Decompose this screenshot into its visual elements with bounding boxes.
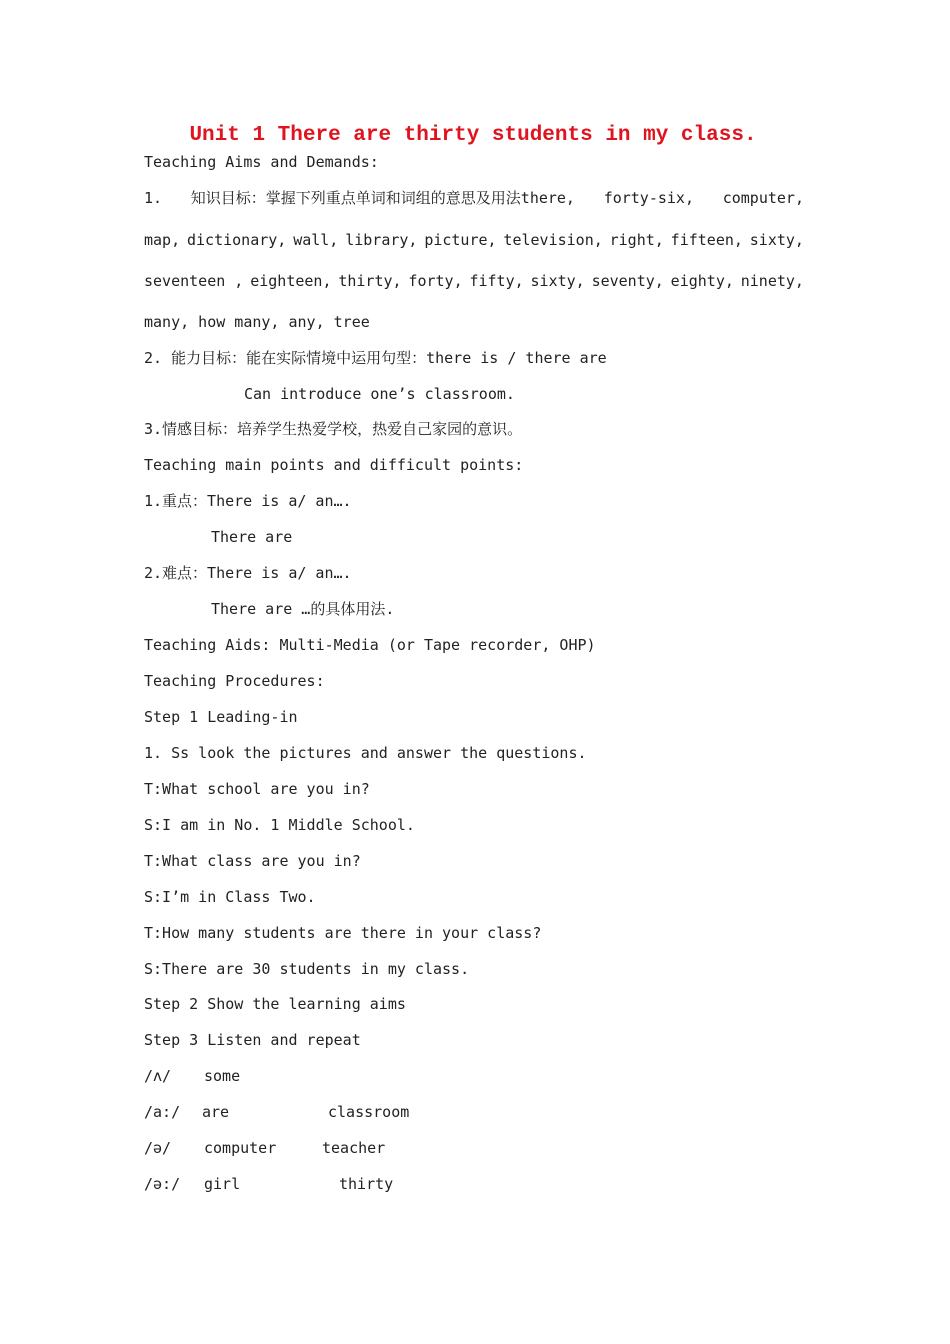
phonetic-word: some — [204, 1067, 241, 1085]
vocab-word: dictionary, — [186, 231, 287, 249]
vocab-word: wall, — [293, 231, 339, 249]
step-2-heading: Step 2 Show the learning aims — [144, 995, 406, 1013]
teaching-aids: Teaching Aids: Multi-Media (or Tape recorder, OHP) — [144, 636, 596, 654]
vocab-word: fifteen, — [670, 231, 743, 249]
emotion-goal: 3.情感目标：培养学生热爱学校，热爱自己家园的意识。 — [144, 420, 523, 438]
vocab-word: right, — [609, 231, 664, 249]
phonetic-symbol: /ə/ — [144, 1139, 172, 1157]
vocab-word: library, — [345, 231, 418, 249]
step-3-heading: Step 3 Listen and repeat — [144, 1031, 361, 1049]
phonetic-symbol: /a:/ — [144, 1103, 181, 1121]
vocab-word: eighteen, — [250, 272, 332, 290]
key-point-detail: There are — [211, 528, 293, 546]
knowledge-goal-text: 知识目标：掌握下列重点单词和词组的意思及用法there, — [190, 189, 575, 207]
vocab-word: sixty, — [530, 272, 585, 290]
vocab-word: seventeen , — [144, 272, 244, 290]
document-title: Unit 1 There are thirty students in my class. — [189, 124, 757, 147]
dialogue-line: S:I’m in Class Two. — [144, 888, 316, 906]
dialogue-line: T:What class are you in? — [144, 852, 361, 870]
vocab-word: eighty, — [670, 272, 734, 290]
phonetic-word: girl — [204, 1175, 241, 1193]
vocab-word: thirty, — [338, 272, 402, 290]
dialogue-line: T:What school are you in? — [144, 780, 370, 798]
vocab-word: fifty, — [469, 272, 524, 290]
aims-heading: Teaching Aims and Demands: — [144, 153, 379, 171]
vocab-word: forty-six, — [603, 189, 694, 207]
phonetic-row — [144, 1175, 394, 1193]
phonetic-row — [144, 1067, 241, 1085]
phonetic-word: teacher — [322, 1139, 386, 1157]
dialogue-line: S:I am in No. 1 Middle School. — [144, 816, 415, 834]
dialogue-line: T:How many students are there in your class? — [144, 924, 542, 942]
vocab-word: sixty, — [749, 231, 804, 249]
phonetic-symbol: /ə:/ — [144, 1175, 181, 1193]
vocab-word: picture, — [424, 231, 497, 249]
step-1-item: 1. Ss look the pictures and answer the questions. — [144, 744, 587, 762]
phonetic-row — [144, 1139, 386, 1157]
ability-goal-detail: Can introduce one’s classroom. — [244, 385, 515, 403]
points-heading: Teaching main points and difficult points: — [144, 456, 524, 474]
difficult-point: 2.难点：There is a/ an…. — [144, 564, 352, 582]
ability-goal: 2. 能力目标：能在实际情境中运用句型：there is / there are — [144, 349, 607, 367]
phonetic-row — [144, 1103, 410, 1121]
key-point: 1.重点：There is a/ an…. — [144, 492, 352, 510]
vocab-word: television, — [503, 231, 603, 249]
vocab-word: forty, — [408, 272, 463, 290]
knowledge-line-4: many, how many, any, tree — [144, 313, 370, 331]
knowledge-line-2 — [144, 231, 804, 249]
phonetic-word: thirty — [339, 1175, 394, 1193]
phonetic-word: classroom — [328, 1103, 410, 1121]
knowledge-line-3 — [144, 272, 804, 290]
knowledge-line-1 — [144, 189, 804, 207]
step-1-heading: Step 1 Leading-in — [144, 708, 298, 726]
dialogue-line: S:There are 30 students in my class. — [144, 960, 470, 978]
vocab-word: seventy, — [591, 272, 664, 290]
phonetic-symbol: /ʌ/ — [144, 1067, 172, 1085]
difficult-point-detail: There are …的具体用法. — [211, 600, 395, 618]
vocab-word: ninety, — [740, 272, 804, 290]
phonetic-word: are — [202, 1103, 230, 1121]
procedures-heading: Teaching Procedures: — [144, 672, 325, 690]
knowledge-number: 1. — [144, 189, 163, 207]
vocab-word: computer, — [722, 189, 804, 207]
phonetic-word: computer — [204, 1139, 277, 1157]
vocab-word: map, — [144, 231, 181, 249]
